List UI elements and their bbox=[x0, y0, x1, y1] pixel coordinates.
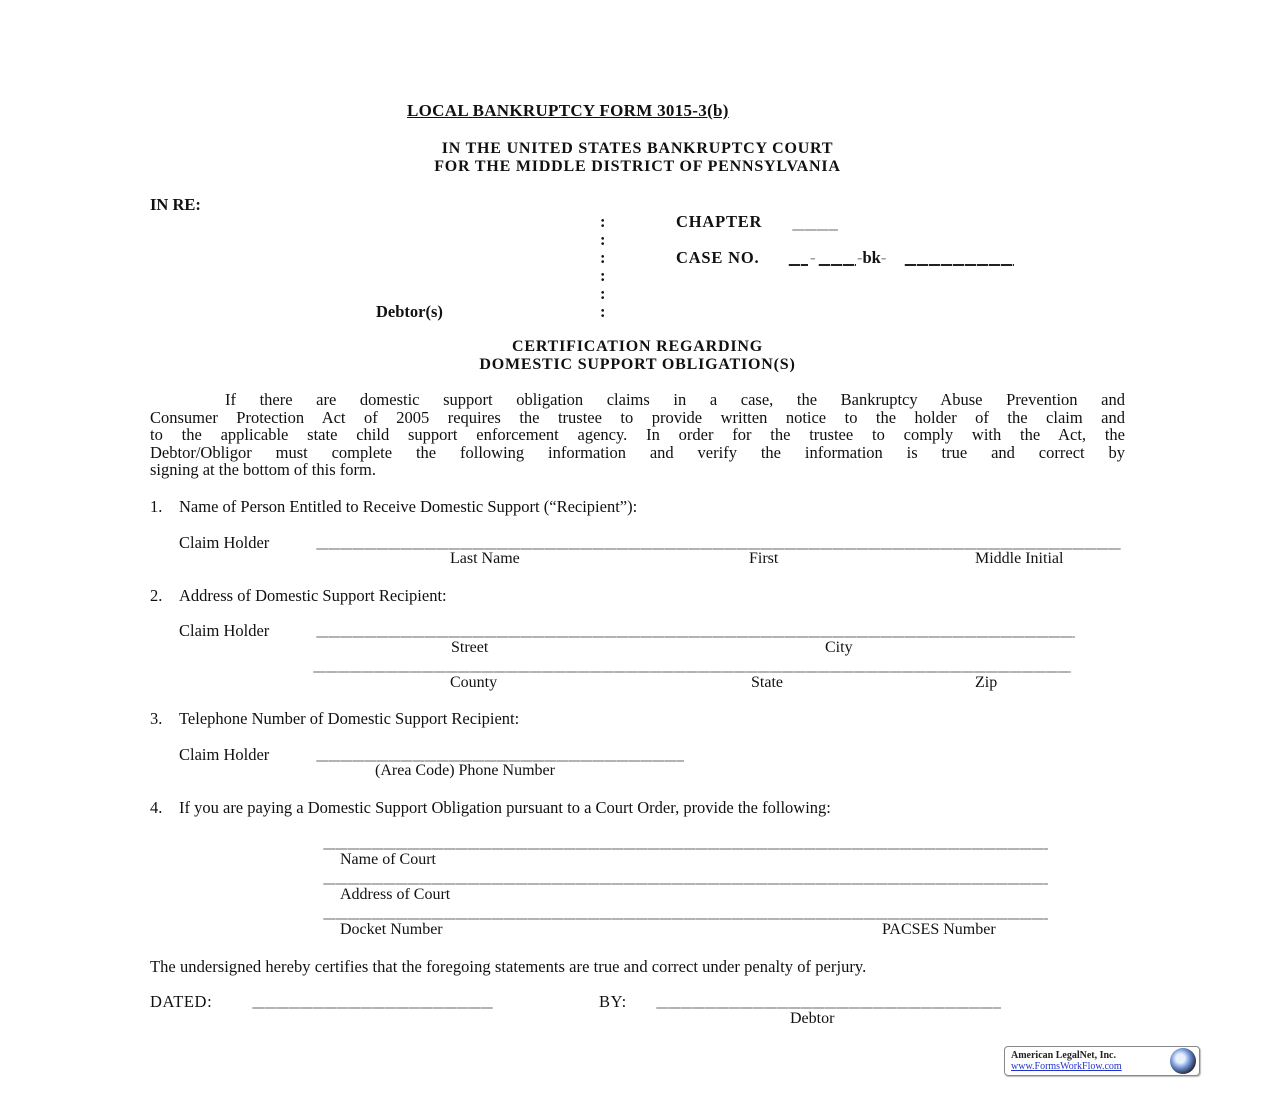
caption-last-name: Last Name bbox=[450, 550, 520, 567]
caption-debtor: Debtor bbox=[790, 1010, 835, 1027]
american-legalnet-logo[interactable] bbox=[1004, 1046, 1200, 1076]
section-1-number: 1. bbox=[150, 497, 163, 516]
intro-line-5: signing at the bottom of this form. bbox=[150, 460, 376, 480]
colon-2: : bbox=[600, 230, 606, 249]
debtor-label: Debtor(s) bbox=[376, 302, 443, 321]
caption-docket-number: Docket Number bbox=[340, 921, 443, 938]
caption-street: Street bbox=[451, 639, 489, 656]
caption-phone-number: (Area Code) Phone Number bbox=[375, 762, 555, 779]
court-name-line1: IN THE UNITED STATES BANKRUPTCY COURT bbox=[441, 140, 834, 157]
caption-name-of-court: Name of Court bbox=[340, 851, 436, 868]
recipient-county-state-zip-field[interactable] bbox=[313, 671, 1071, 673]
caption-zip: Zip bbox=[975, 674, 998, 691]
certify-statement: The undersigned hereby certifies that the foregoing statements are true and correct under penalty of perjury. bbox=[150, 957, 867, 976]
court-name-line2: FOR THE MIDDLE DISTRICT OF PENNSYLVANIA bbox=[434, 158, 841, 175]
by-label: BY: bbox=[599, 992, 627, 1011]
caption-first: First bbox=[749, 550, 779, 567]
caption-middle-initial: Middle Initial bbox=[975, 550, 1064, 567]
colon-4: : bbox=[600, 266, 606, 285]
section-3-label: Telephone Number of Domestic Support Recipient: bbox=[179, 709, 520, 728]
section-3-claim-holder-label: Claim Holder bbox=[179, 745, 270, 764]
caption-address-of-court: Address of Court bbox=[340, 886, 451, 903]
colon-1: : bbox=[600, 212, 606, 231]
colon-5: : bbox=[600, 284, 606, 303]
caption-pacses-number: PACSES Number bbox=[882, 921, 996, 938]
intro-line-1: If there are domestic support obligation claims in a case, the Bankruptcy Abuse Prevention and bbox=[225, 390, 1125, 409]
recipient-street-city-field[interactable] bbox=[316, 636, 1075, 638]
court-address-field[interactable] bbox=[323, 883, 1048, 885]
intro-line-3: to the applicable state child support enforcement agency. In order for the trustee to comply with the Act, the bbox=[150, 425, 1125, 445]
form-title: LOCAL BANKRUPTCY FORM 3015-3(b) bbox=[407, 101, 729, 120]
section-1-label: Name of Person Entitled to Receive Domestic Support (“Recipient”): bbox=[179, 497, 638, 516]
caption-county: County bbox=[450, 674, 498, 691]
certification-heading-2: DOMESTIC SUPPORT OBLIGATION(S) bbox=[479, 356, 796, 373]
debtor-signature-field[interactable] bbox=[656, 1007, 1001, 1009]
case-no-field-number[interactable] bbox=[818, 264, 856, 266]
section-4-label: If you are paying a Domestic Support Obligation pursuant to a Court Order, provide the following: bbox=[179, 798, 831, 817]
case-no-bk: -bk- bbox=[857, 248, 887, 267]
colon-6: : bbox=[600, 302, 606, 321]
chapter-field[interactable] bbox=[792, 229, 838, 231]
case-no-dash-1: - bbox=[810, 248, 816, 267]
certification-heading-1: CERTIFICATION REGARDING bbox=[512, 338, 763, 355]
court-name-field[interactable] bbox=[323, 848, 1048, 850]
intro-paragraph bbox=[150, 391, 1125, 479]
section-2-label: Address of Domestic Support Recipient: bbox=[179, 586, 447, 605]
docket-pacses-field[interactable] bbox=[323, 918, 1048, 920]
logo-url-link[interactable]: www.FormsWorkFlow.com bbox=[1011, 1061, 1122, 1072]
section-2-number: 2. bbox=[150, 586, 163, 605]
in-re-label: IN RE: bbox=[150, 195, 201, 214]
caption-city: City bbox=[825, 639, 853, 656]
case-no-label: CASE NO. bbox=[676, 248, 760, 267]
section-4-number: 4. bbox=[150, 798, 163, 817]
section-1-claim-holder-label: Claim Holder bbox=[179, 533, 270, 552]
dated-label: DATED: bbox=[150, 992, 213, 1011]
intro-line-4: Debtor/Obligor must complete the following information and verify the information is true and correct by bbox=[150, 442, 1125, 462]
globe-icon bbox=[1170, 1048, 1196, 1074]
section-3-number: 3. bbox=[150, 709, 163, 728]
colon-3: : bbox=[600, 248, 606, 267]
case-no-field-year[interactable] bbox=[788, 264, 808, 266]
caption-state: State bbox=[751, 674, 783, 691]
intro-line-2: Consumer Protection Act of 2005 requires the trustee to provide written notice to the holder of the claim and bbox=[150, 407, 1125, 427]
dated-field[interactable] bbox=[252, 1007, 493, 1009]
section-2-claim-holder-label: Claim Holder bbox=[179, 621, 270, 640]
logo-company-name: American LegalNet, Inc. bbox=[1011, 1050, 1116, 1061]
case-no-field-suffix[interactable] bbox=[904, 264, 1014, 266]
chapter-label: CHAPTER bbox=[676, 212, 763, 231]
